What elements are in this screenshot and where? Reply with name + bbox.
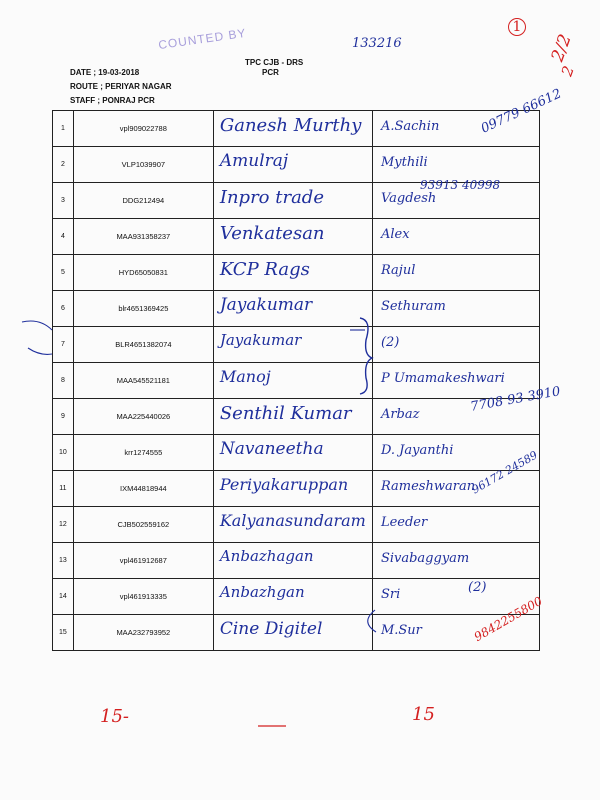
margin-note: 7708 93 3910 (469, 384, 562, 415)
consignment-code: vpl461913335 (73, 579, 213, 615)
consignment-code: MAA232793952 (73, 615, 213, 651)
receiver-signature: Sri (380, 587, 401, 602)
consignment-code: VLP1039907 (73, 147, 213, 183)
margin-note: 9842255800 (471, 593, 545, 645)
consignment-code: vpl909022788 (73, 111, 213, 147)
consignment-code: MAA931358237 (73, 219, 213, 255)
receiver-name-handwritten: Kalyanasundaram (219, 511, 366, 530)
receiver-signature: D. Jayanthi (380, 443, 454, 458)
receiver-name-handwritten: Periyakaruppan (219, 475, 349, 494)
consignment-code: MAA545521181 (73, 363, 213, 399)
row-number: 2 (53, 147, 74, 183)
consignment-code: CJB502559162 (73, 507, 213, 543)
row-number: 9 (53, 399, 74, 435)
row-number: 11 (53, 471, 74, 507)
counted-by-stamp: COUNTED BY (157, 25, 248, 53)
footer-count-right: 15 (412, 704, 435, 725)
margin-note: 96172 24589 (469, 448, 540, 497)
receiver-name-handwritten: Jayakumar (219, 331, 302, 349)
header-subtitle: PCR (262, 68, 279, 77)
document-number: 133216 (352, 36, 402, 51)
margin-note: (2) (468, 580, 487, 595)
row-number: 4 (53, 219, 74, 255)
row-number: 1 (53, 111, 74, 147)
receiver-name-handwritten: Cine Digitel (219, 619, 323, 639)
consignment-code: HYD65050831 (73, 255, 213, 291)
header-title: TPC CJB - DRS (245, 58, 304, 67)
row-14-mark (368, 610, 376, 632)
consignment-code: krr1274555 (73, 435, 213, 471)
row-number: 3 (53, 183, 74, 219)
row-number: 10 (53, 435, 74, 471)
consignment-code: DDG212494 (73, 183, 213, 219)
receiver-signature: Leeder (380, 515, 428, 530)
row-number: 8 (53, 363, 74, 399)
receiver-signature: M.Sur (380, 623, 422, 638)
receiver-signature: Sethuram (380, 299, 446, 314)
consignment-code: MAA225440026 (73, 399, 213, 435)
receiver-name-handwritten: Manoj (219, 367, 271, 386)
receiver-name-handwritten: Anbazhgan (219, 583, 305, 601)
consignment-code: BLR4651382074 (73, 327, 213, 363)
row-number: 13 (53, 543, 74, 579)
consignment-code: vpl461912687 (73, 543, 213, 579)
receiver-signature: P Umamakeshwari (380, 371, 505, 386)
row-number: 14 (53, 579, 74, 615)
receiver-signature: (2) (380, 335, 400, 350)
receiver-signature: Mythili (380, 155, 428, 170)
margin-note: 09779 66612 (478, 86, 564, 137)
receiver-name-handwritten: Jayakumar (219, 295, 313, 315)
receiver-name-handwritten: KCP Rags (219, 259, 310, 280)
fraction-top: 2/2 (547, 31, 576, 65)
row-number: 6 (53, 291, 74, 327)
row-number: 5 (53, 255, 74, 291)
margin-arrow-left-2 (28, 348, 52, 354)
bracket-mark (360, 318, 372, 394)
row-number: 15 (53, 615, 74, 651)
receiver-name-handwritten: Inpro trade (219, 187, 324, 208)
receiver-signature: Arbaz (380, 407, 420, 422)
date-line: DATE ; 19-03-2018 (70, 68, 140, 77)
receiver-name-handwritten: Navaneetha (219, 439, 324, 459)
receiver-signature: Sivabaggyam (380, 551, 470, 566)
circled-number: 1 (508, 18, 526, 36)
receiver-name-handwritten: Venkatesan (219, 223, 325, 244)
receiver-name-handwritten: Ganesh Murthy (219, 115, 362, 136)
receiver-signature: Rameshwaran (380, 479, 476, 494)
footer-count-left: 15- (100, 706, 129, 727)
receiver-name-handwritten: Amulraj (219, 151, 289, 171)
receiver-name-handwritten: Anbazhagan (219, 547, 314, 565)
margin-arrow-left-1 (22, 321, 52, 330)
row-number: 12 (53, 507, 74, 543)
receiver-signature: Vagdesh (380, 191, 437, 206)
consignment-code: IXM44818944 (73, 471, 213, 507)
staff-line: STAFF ; PONRAJ PCR (70, 96, 155, 105)
margin-note: 93913 40998 (420, 178, 501, 192)
receiver-name-handwritten: Senthil Kumar (219, 403, 352, 424)
route-line: ROUTE ; PERIYAR NAGAR (70, 82, 172, 91)
receiver-signature: A.Sachin (380, 119, 440, 134)
consignment-code: blr4651369425 (73, 291, 213, 327)
receiver-signature: Alex (380, 227, 410, 242)
receiver-signature: Rajul (380, 263, 416, 278)
fraction-bottom: 2 (557, 63, 578, 79)
row-number: 7 (53, 327, 74, 363)
